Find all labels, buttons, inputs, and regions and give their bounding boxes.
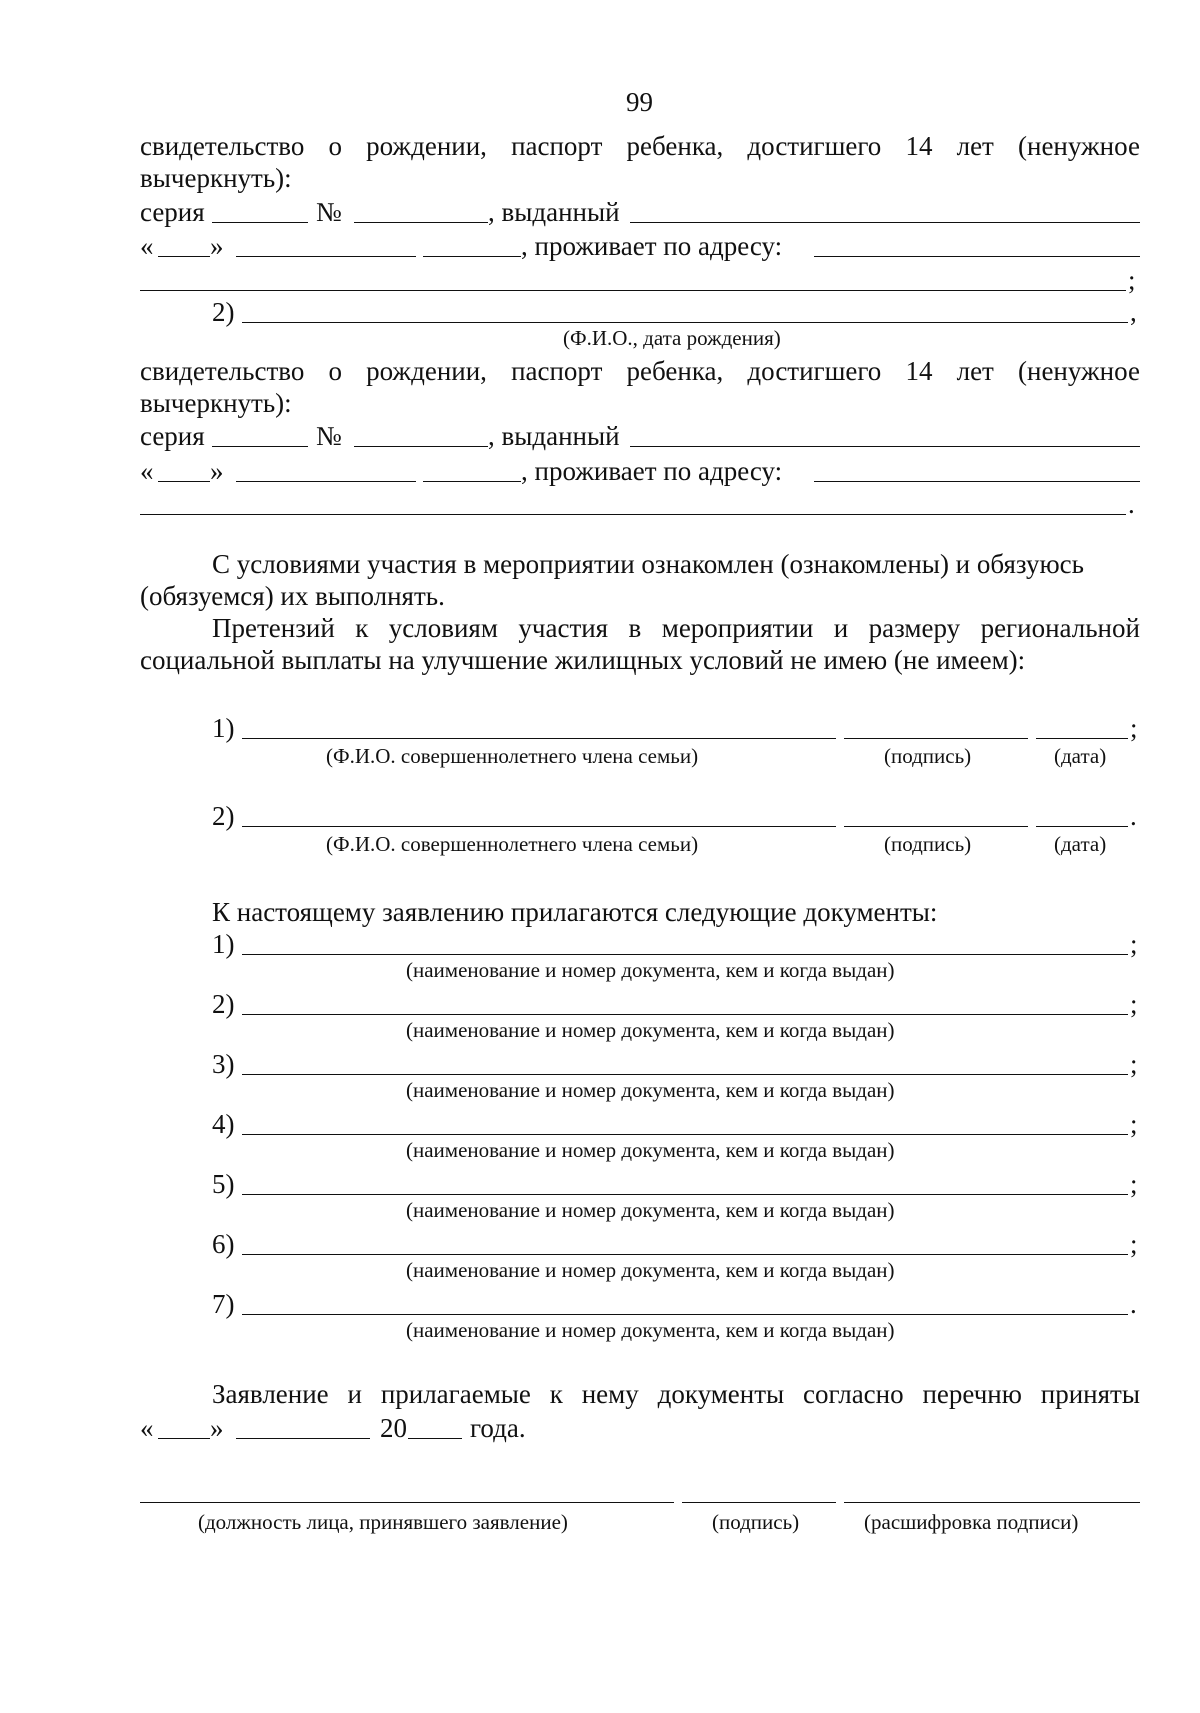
conditions-line-1: С условиями участия в мероприятии ознакомлен (ознакомлены) и обязуюсь [212, 549, 1084, 579]
child2-number: 2) [212, 297, 235, 327]
signature-1-sign-field[interactable] [844, 738, 1028, 739]
child2-issued-label: , выданный [488, 421, 620, 451]
child1-year-field[interactable] [423, 256, 521, 257]
attachment-2-field[interactable] [242, 1014, 1128, 1015]
attachment-6-field[interactable] [242, 1254, 1128, 1255]
attachment-2-caption: (наименование и номер документа, кем и когда выдан) [406, 1018, 895, 1042]
official-sign-field[interactable] [682, 1502, 836, 1503]
acceptance-year-field[interactable] [408, 1438, 462, 1439]
attachment-7-field[interactable] [242, 1314, 1128, 1315]
child1-end-semicolon: ; [1128, 265, 1136, 295]
attachment-1-end: ; [1130, 929, 1138, 959]
official-sign-caption: (подпись) [712, 1510, 800, 1534]
child2-fio-field[interactable] [242, 322, 1128, 323]
child2-quote-open: « [140, 456, 154, 486]
child1-quote-close: » [210, 231, 224, 261]
child2-comma: , [1130, 297, 1137, 327]
signature-1-number: 1) [212, 713, 235, 743]
child2-doc-line: свидетельство о рождении, паспорт ребенка, достигшего 14 лет (ненужное [140, 356, 1140, 386]
signature-1-end: ; [1130, 713, 1138, 743]
conditions-line-2: (обязуемся) их выполнять. [140, 581, 445, 611]
attachment-6-end: ; [1130, 1229, 1138, 1259]
attachment-4-caption: (наименование и номер документа, кем и когда выдан) [406, 1138, 895, 1162]
attachment-5-caption: (наименование и номер документа, кем и когда выдан) [406, 1198, 895, 1222]
claims-line-2: социальной выплаты на улучшение жилищных условий не имею (не имеем): [140, 645, 1026, 675]
child1-quote-open: « [140, 231, 154, 261]
attachment-3-caption: (наименование и номер документа, кем и когда выдан) [406, 1078, 895, 1102]
child2-number-label: № [316, 421, 342, 451]
child1-issued-label: , выданный [488, 197, 620, 227]
child2-issued-field[interactable] [630, 446, 1140, 447]
attachment-2-end: ; [1130, 989, 1138, 1019]
acceptance-quote-close: » [210, 1413, 224, 1443]
official-position-caption: (должность лица, принявшего заявление) [198, 1510, 568, 1534]
child2-number-field[interactable] [354, 446, 488, 447]
attachment-1-field[interactable] [242, 954, 1128, 955]
signature-2-number: 2) [212, 801, 235, 831]
child1-issued-field[interactable] [630, 222, 1140, 223]
child1-doc-line: свидетельство о рождении, паспорт ребенка, достигшего 14 лет (ненужное [140, 131, 1140, 161]
page-number: 99 [626, 87, 653, 117]
child1-series-label: серия [140, 197, 205, 227]
child1-number-field[interactable] [354, 222, 488, 223]
signature-2-end: . [1130, 801, 1137, 831]
child2-fio-caption: (Ф.И.О., дата рождения) [563, 326, 781, 350]
attachment-1-number: 1) [212, 929, 235, 959]
child2-address-field[interactable] [814, 481, 1140, 482]
signature-1-fio-field[interactable] [242, 738, 836, 739]
child2-series-label: серия [140, 421, 205, 451]
attachment-5-field[interactable] [242, 1194, 1128, 1195]
attachment-6-number: 6) [212, 1229, 235, 1259]
attachment-7-number: 7) [212, 1289, 235, 1319]
signature-1-sign-caption: (подпись) [884, 744, 972, 768]
attachment-4-number: 4) [212, 1109, 235, 1139]
signature-2-sign-field[interactable] [844, 826, 1028, 827]
acceptance-line: Заявление и прилагаемые к нему документы согласно перечню приняты [212, 1379, 1140, 1409]
acceptance-day-field[interactable] [158, 1438, 210, 1439]
child1-address-field[interactable] [814, 256, 1140, 257]
child2-year-field[interactable] [423, 481, 521, 482]
acceptance-year-suffix: года. [470, 1413, 526, 1443]
child2-strike-note: вычеркнуть): [140, 388, 292, 418]
attachment-5-number: 5) [212, 1169, 235, 1199]
signature-1-date-field[interactable] [1036, 738, 1128, 739]
attachment-4-field[interactable] [242, 1134, 1128, 1135]
signature-1-fio-caption: (Ф.И.О. совершеннолетнего члена семьи) [326, 744, 699, 768]
child1-strike-note: вычеркнуть): [140, 163, 292, 193]
attachment-3-field[interactable] [242, 1074, 1128, 1075]
claims-line-1: Претензий к условиям участия в мероприятии и размеру региональной [212, 613, 1140, 643]
signature-2-date-caption: (дата) [1054, 832, 1107, 856]
attachment-1-caption: (наименование и номер документа, кем и когда выдан) [406, 958, 895, 982]
signature-2-fio-caption: (Ф.И.О. совершеннолетнего члена семьи) [326, 832, 699, 856]
signature-2-date-field[interactable] [1036, 826, 1128, 827]
official-decode-field[interactable] [844, 1502, 1140, 1503]
child1-address-label: , проживает по адресу: [521, 231, 783, 261]
attachment-5-end: ; [1130, 1169, 1138, 1199]
child2-day-field[interactable] [158, 481, 210, 482]
child1-month-field[interactable] [236, 256, 416, 257]
child2-address-field-2[interactable] [140, 514, 1126, 515]
attachment-7-end: . [1130, 1289, 1137, 1319]
signature-2-sign-caption: (подпись) [884, 832, 972, 856]
child1-address-field-2[interactable] [140, 290, 1126, 291]
child1-number-label: № [316, 197, 342, 227]
acceptance-year-prefix: 20 [380, 1413, 407, 1443]
attachment-7-caption: (наименование и номер документа, кем и когда выдан) [406, 1318, 895, 1342]
attachment-2-number: 2) [212, 989, 235, 1019]
attachment-6-caption: (наименование и номер документа, кем и когда выдан) [406, 1258, 895, 1282]
child2-month-field[interactable] [236, 481, 416, 482]
acceptance-quote-open: « [140, 1413, 154, 1443]
child1-series-field[interactable] [212, 222, 308, 223]
official-decode-caption: (расшифровка подписи) [864, 1510, 1079, 1534]
attachment-3-number: 3) [212, 1049, 235, 1079]
signature-1-date-caption: (дата) [1054, 744, 1107, 768]
child1-day-field[interactable] [158, 256, 210, 257]
child2-end-period: . [1128, 489, 1135, 519]
child2-quote-close: » [210, 456, 224, 486]
attachment-3-end: ; [1130, 1049, 1138, 1079]
attachments-heading: К настоящему заявлению прилагаются следующие документы: [212, 897, 938, 927]
acceptance-month-field[interactable] [236, 1438, 370, 1439]
official-position-field[interactable] [140, 1502, 674, 1503]
child2-series-field[interactable] [212, 446, 308, 447]
child2-address-label: , проживает по адресу: [521, 456, 783, 486]
signature-2-fio-field[interactable] [242, 826, 836, 827]
attachment-4-end: ; [1130, 1109, 1138, 1139]
